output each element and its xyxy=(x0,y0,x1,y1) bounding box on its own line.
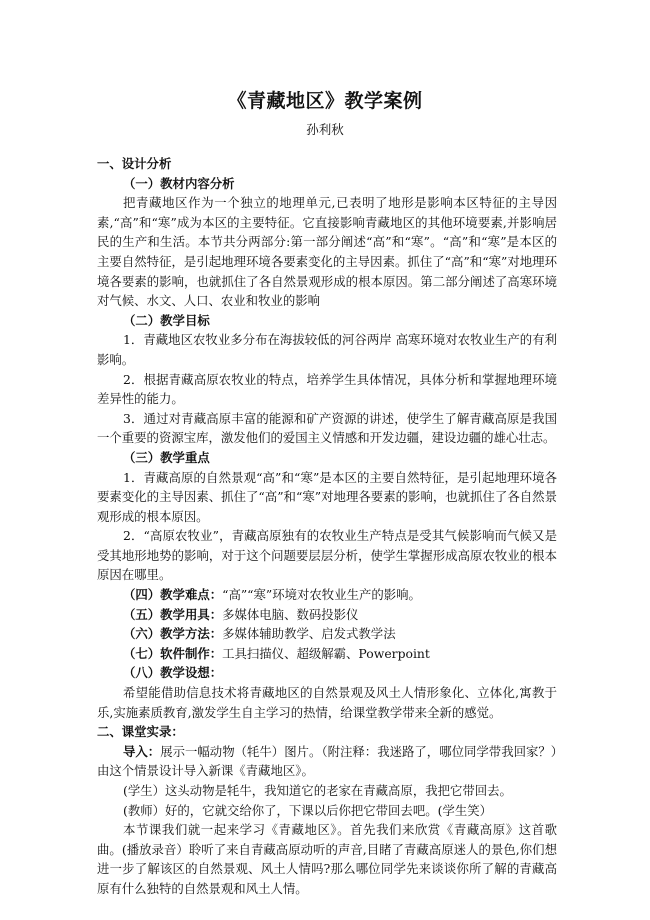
teaching-tools-text: 多媒体电脑、数码投影仪 xyxy=(222,606,359,622)
teaching-goal-2: 2．根据青藏高原农牧业的特点，培养学生具体情况，具体分析和掌握地理环境差异性的能力。 xyxy=(97,371,557,407)
material-analysis-paragraph: 把青藏地区作为一个独立的地理单元,已表明了地形是影响本区特征的主导因素,“高”和“寒”成为本区的主要特征。它直接影响青藏地区的其他环境要素,并影响居民的生产和生活。本节共分两部分:第一部分阐述“高”和“寒”。“高”和“寒”是本区的主要自然特征，是引起地理环境各要素变化的主导因素。抓住了“高”和“寒”对地理环境各要素的影响，也就抓住了各自然景观形成的根本原因。第二部分阐述了高寒环境对气候、水文、人口、农业和牧业的影响 xyxy=(97,195,557,309)
teaching-difficulty xyxy=(97,585,557,605)
teaching-key-heading: （三）教学重点 xyxy=(123,449,210,465)
design-analysis-heading: 一、设计分析 xyxy=(97,156,172,171)
introduction-text: 展示一幅动物（牦牛）图片。（附注释：我迷路了，哪位同学带我回家？）由这个情景设计导入新课《青藏地区》。 xyxy=(97,743,557,779)
teaching-vision-paragraph: 希望能借助信息技术将青藏地区的自然景观及风土人情形象化、立体化,寓教于乐,实施素质教育,激发学生自主学习的热情，给课堂教学带来全新的感觉。 xyxy=(97,685,557,720)
software-production-label: （七）软件制作： xyxy=(123,645,223,661)
teaching-methods-text: 多媒体辅助教学、启发式教学法 xyxy=(222,626,396,642)
classroom-record-heading: 二、课堂实录： xyxy=(97,724,184,740)
teaching-goal-3: 3．通过对青藏高原丰富的能源和矿产资源的讲述，使学生了解青藏高原是我国一个重要的资源宝库，激发他们的爱国主义情感和开发边疆，建设边疆的雄心壮志。 xyxy=(97,410,557,446)
teaching-difficulty-label: （四）教学难点： xyxy=(123,587,223,603)
introduction-label: 导入： xyxy=(123,743,161,759)
software-production-text: 工具扫描仪、超级解霸、Powerpoint xyxy=(222,645,430,661)
teaching-key-2: 2．“高原农牧业”，青藏高原独有的农牧业生产特点是受其气候影响而气候又是受其地形地势的影响，对于这个问题要层层分析，使学生掌握形成高原农牧业的根本原因在哪里。 xyxy=(97,528,557,583)
document-title: 《青藏地区》教学案例 xyxy=(227,90,423,112)
teaching-goal-1: 1．青藏地区农牧业多分布在海拔较低的河谷两岸 高寒环境对农牧业生产的有利影响。 xyxy=(97,332,557,367)
teaching-goals-heading: （二）教学目标 xyxy=(123,312,210,328)
introduction-paragraph xyxy=(97,742,557,781)
student-line: (学生）这头动物是牦牛，我知道它的老家在青藏高原，我把它带回去。 xyxy=(123,783,512,798)
teaching-difficulty-text: “高”“寒”环境对农牧业生产的影响。 xyxy=(222,587,421,603)
teaching-tools-label: （五）教学用具： xyxy=(123,606,223,622)
teaching-methods-label: （六）教学方法： xyxy=(123,626,223,642)
document-body xyxy=(97,154,557,899)
teacher-line: (教师）好的，它就交给你了，下课以后你把它带回去吧。(学生笑） xyxy=(123,802,492,818)
material-analysis-heading: （一）教材内容分析 xyxy=(123,175,235,191)
document-author: 孙利秋 xyxy=(306,122,344,137)
teaching-vision-heading: （八）教学设想： xyxy=(123,665,223,681)
software-production xyxy=(97,644,557,664)
teaching-methods xyxy=(97,624,557,644)
closing-paragraph: 本节课我们就一起来学习《青藏地区》。首先我们来欣赏《青藏高原》这首歌曲。(播放录音）聆听了来自青藏高原动听的声音,目睹了青藏高原迷人的景色,你们想进一步了解该区的自然景观、风土人情吗?那么哪位同学先来谈谈你所了解的青藏高原有什么独特的自然景观和风土人情。 xyxy=(97,822,557,896)
teaching-tools xyxy=(97,605,557,625)
teaching-key-1: 1．青藏高原的自然景观“高”和“寒”是本区的主要自然特征，是引起地理环境各要素变化的主导因素、抓住了“高”和“寒”对地理各要素的影响，也就抓住了各自然景观形成的根本原因。 xyxy=(97,469,557,524)
